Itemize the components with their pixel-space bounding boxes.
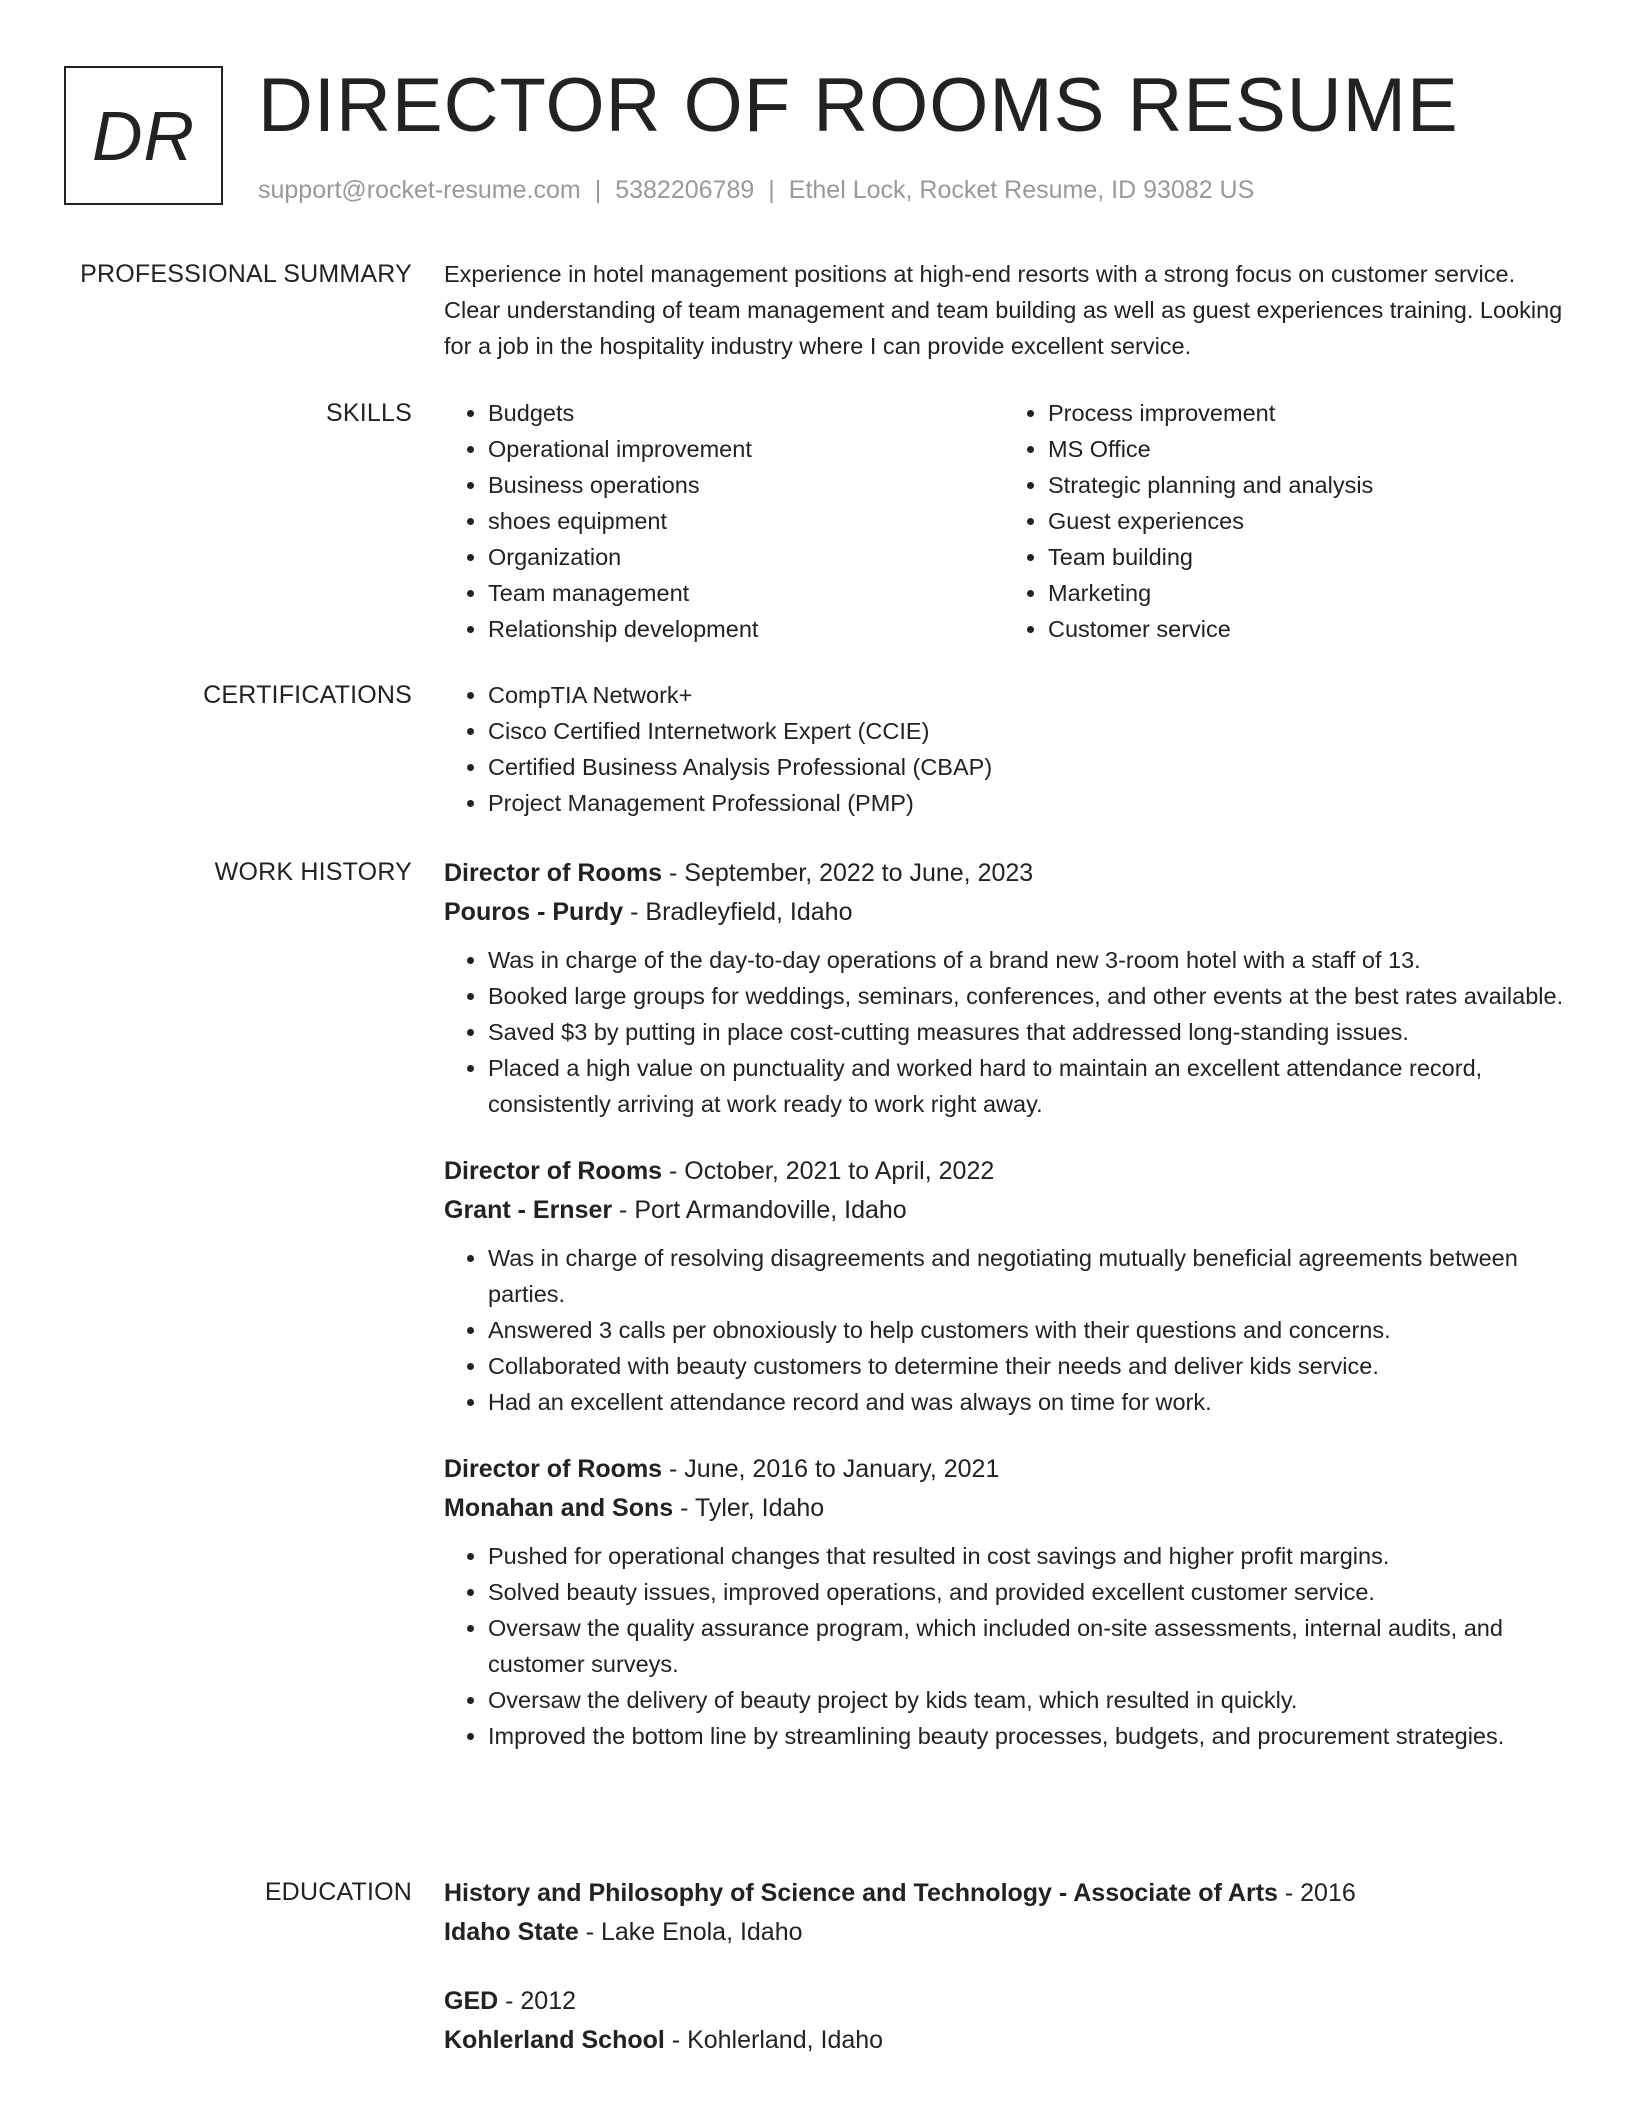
education-school-line (444, 1913, 1564, 1952)
education-location: - Lake Enola, Idaho (578, 1918, 803, 1946)
certification-item: • Certified Business Analysis Professional (CBAP) (488, 749, 1564, 785)
job-bullets (444, 1240, 1564, 1420)
job-title-line (444, 1152, 1564, 1191)
education-school: Idaho State (444, 1918, 579, 1946)
job-bullet: • Was in charge of resolving disagreements and negotiating mutually beneficial agreements between parties. (488, 1240, 1564, 1312)
certification-item: • Project Management Professional (PMP) (488, 785, 1564, 821)
contact-phone: 5382206789 (615, 176, 755, 204)
education-school: Kohlerland School (444, 2026, 665, 2054)
job-dates: - October, 2021 to April, 2022 (662, 1157, 995, 1185)
education-degree-line (444, 1982, 1564, 2021)
job-bullet: • Oversaw the delivery of beauty project by kids team, which resulted in quickly. (488, 1682, 1564, 1718)
job-bullet: • Booked large groups for weddings, seminars, conferences, and other events at the best rates available. (488, 978, 1564, 1014)
job-bullet: • Answered 3 calls per obnoxiously to help customers with their questions and concerns. (488, 1312, 1564, 1348)
job-entry (444, 1152, 1564, 1420)
job-bullet: • Had an excellent attendance record and was always on time for work. (488, 1384, 1564, 1420)
skill-item: • shoes equipment (488, 503, 1004, 539)
contact-separator: | (768, 176, 775, 204)
job-entry (444, 1450, 1564, 1754)
job-bullet: • Solved beauty issues, improved operations, and provided excellent customer service. (488, 1574, 1564, 1610)
section-label-education: EDUCATION (264, 1878, 412, 1906)
job-location: - Bradleyfield, Idaho (623, 898, 853, 926)
skill-item: • Budgets (488, 395, 1004, 431)
skill-item: • Customer service (1048, 611, 1564, 647)
job-company-line (444, 1489, 1564, 1528)
resume-title: DIRECTOR OF ROOMS RESUME (258, 63, 1459, 148)
section-label-work-history: WORK HISTORY (214, 858, 412, 886)
education-entry (444, 1874, 1564, 1952)
education-year: - 2016 (1277, 1879, 1356, 1907)
skill-item: • Operational improvement (488, 431, 1004, 467)
job-bullet: • Placed a high value on punctuality and worked hard to maintain an excellent attendance record, consistently arriving at work ready to work right away. (488, 1050, 1564, 1122)
contact-separator: | (594, 176, 602, 204)
job-bullet: • Oversaw the quality assurance program, which included on-site assessments, internal audits, and customer surveys. (488, 1610, 1564, 1682)
education-body (444, 1874, 1564, 2090)
job-bullet: • Pushed for operational changes that resulted in cost savings and higher profit margins. (488, 1538, 1564, 1574)
job-company: Pouros - Purdy (444, 898, 624, 926)
skill-item: • MS Office (1048, 431, 1564, 467)
job-title: Director of Rooms (444, 1157, 663, 1185)
job-bullet: • Was in charge of the day-to-day operations of a brand new 3-room hotel with a staff of 13. (488, 942, 1564, 978)
skill-item: • Strategic planning and analysis (1048, 467, 1564, 503)
job-entry (444, 854, 1564, 1122)
education-degree-line (444, 1874, 1564, 1913)
education-degree: GED (444, 1987, 499, 2015)
resume-header (64, 63, 1584, 211)
section-label-skills: SKILLS (326, 399, 412, 427)
skill-item: • Business operations (488, 467, 1004, 503)
skill-item: • Team management (488, 575, 1004, 611)
skills-list-left (444, 395, 1004, 647)
work-history-body (444, 854, 1564, 1784)
job-company-line (444, 893, 1564, 932)
certification-item: • CompTIA Network+ (488, 677, 1564, 713)
job-bullet: • Collaborated with beauty customers to determine their needs and deliver kids service. (488, 1348, 1564, 1384)
summary-text: Experience in hotel management positions at high-end resorts with a strong focus on customer service. Clear understanding of team management and team building as well as guest experiences training. Looking for a job in the hospitality industry where I can provide excellent service. (444, 261, 1563, 359)
job-company-line (444, 1191, 1564, 1230)
skill-item: • Relationship development (488, 611, 1004, 647)
skill-item: • Organization (488, 539, 1004, 575)
job-dates: - September, 2022 to June, 2023 (662, 859, 1034, 887)
job-bullet: • Saved $3 by putting in place cost-cutting measures that addressed long-standing issues. (488, 1014, 1564, 1050)
contact-line (258, 174, 1254, 206)
skills-columns (444, 395, 1564, 647)
job-bullet: • Improved the bottom line by streamlining beauty processes, budgets, and procurement strategies. (488, 1718, 1564, 1754)
skill-item: • Process improvement (1048, 395, 1564, 431)
education-school-line (444, 2021, 1564, 2060)
certification-item: • Cisco Certified Internetwork Expert (CCIE) (488, 713, 1564, 749)
job-company: Monahan and Sons (444, 1494, 674, 1522)
monogram-box: DR (64, 66, 223, 205)
education-year: - 2012 (498, 1987, 577, 2015)
job-title: Director of Rooms (444, 1455, 663, 1483)
education-degree: History and Philosophy of Science and Technology - Associate of Arts (444, 1879, 1278, 1907)
section-label-summary: PROFESSIONAL SUMMARY (80, 260, 412, 288)
skill-item: • Guest experiences (1048, 503, 1564, 539)
education-location: - Kohlerland, Idaho (664, 2026, 884, 2054)
job-title: Director of Rooms (444, 859, 663, 887)
education-entry (444, 1982, 1564, 2060)
skill-item: • Team building (1048, 539, 1564, 575)
job-location: - Port Armandoville, Idaho (612, 1196, 907, 1224)
job-company: Grant - Ernser (444, 1196, 613, 1224)
skill-item: • Marketing (1048, 575, 1564, 611)
contact-address: Ethel Lock, Rocket Resume, ID 93082 US (788, 176, 1255, 204)
job-location: - Tyler, Idaho (673, 1494, 825, 1522)
job-dates: - June, 2016 to January, 2021 (662, 1455, 1000, 1483)
section-label-certifications: CERTIFICATIONS (203, 681, 412, 709)
skills-list-right (1004, 395, 1564, 647)
certifications-list (444, 677, 1564, 821)
certifications-body (444, 677, 1564, 821)
contact-email: support@rocket-resume.com (258, 176, 581, 204)
job-title-line (444, 1450, 1564, 1489)
job-bullets (444, 1538, 1564, 1754)
job-bullets (444, 942, 1564, 1122)
job-title-line (444, 854, 1564, 893)
